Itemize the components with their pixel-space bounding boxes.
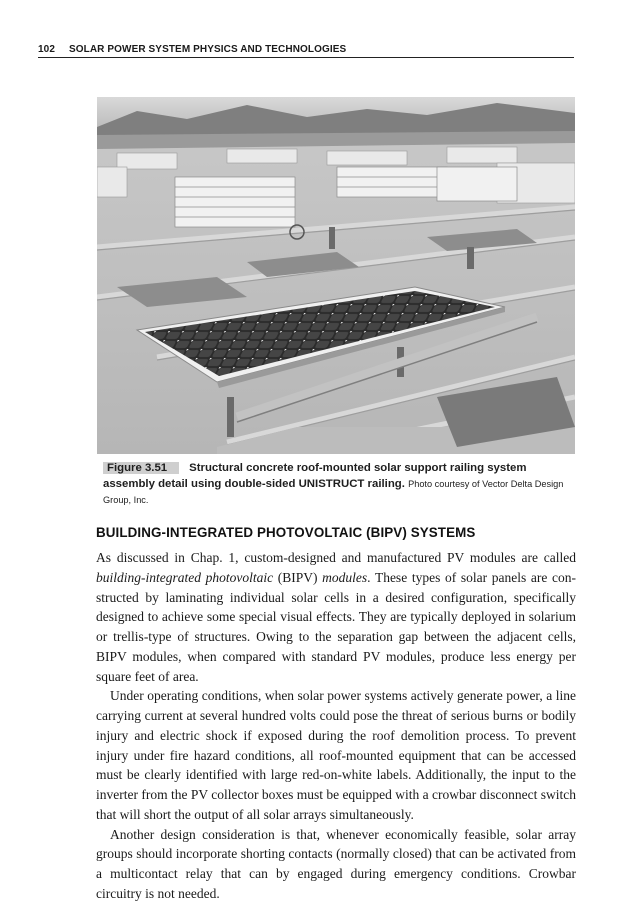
paragraph-1-term: building-integrated photovoltaic <box>96 569 274 585</box>
running-header <box>38 44 574 58</box>
figure-photo <box>97 97 575 454</box>
paragraph-1-term-2: modules <box>322 569 368 585</box>
figure-caption <box>103 460 575 508</box>
paragraph-1 <box>96 548 576 686</box>
page-number: 102 <box>38 44 55 55</box>
section-heading: BUILDING-INTEGRATED PHOTOVOLTAIC (BIPV) SYSTEMS <box>96 525 476 540</box>
figure-caption-text: Structural concrete roof-mounted solar support railing system assembly detail using double-sided UNISTRUCT railing. <box>103 462 527 490</box>
body-text <box>96 548 576 904</box>
paragraph-2: Under operating conditions, when solar power systems actively generate power, a line carrying current at several hundred volts could pose the threat of serious burns or bodily injury and electric shock if exposed during the roof demolition process. To prevent injury under fire hazard conditions, all roof-mounted equipment that can be accessed must be clearly identified with large red-on-white labels. Additionally, the input to the inverter from the PV collector boxes must be equipped with a crowbar disconnect switch that will short the output of all solar arrays simultaneously. <box>96 688 576 822</box>
running-title: SOLAR POWER SYSTEM PHYSICS AND TECHNOLOGIES <box>69 44 347 55</box>
figure-label: Figure 3.51 <box>103 462 179 474</box>
paragraph-1-text-b: (BIPV) <box>273 569 323 585</box>
paragraph-1-text-a: As discussed in Chap. 1, custom-designed and manufactured PV modules are called <box>96 550 576 565</box>
paragraph-1-text-c: . These types of solar panels are constructed by laminating individual solar cells in a desired configuration, specifically designed to achieve some special visual effects. They are typically deployed in solarium or trellis-type of structures. Owing to the separation gap between the adjacent cells, BIPV modules, when compared with standard PV modules, produce less energy per square feet of area. <box>96 569 576 684</box>
figure-credit: Photo courtesy of Vector Delta Design Group, Inc. <box>103 479 564 505</box>
paragraph-3: Another design consideration is that, whenever economically feasible, solar array groups should incorporate shorting contacts (normally closed) that can be activated from a multicontact relay that can by engaged during emergency conditions. Crowbar circuitry is not needed. <box>96 826 576 901</box>
rooftop-solar-photo <box>97 97 575 454</box>
